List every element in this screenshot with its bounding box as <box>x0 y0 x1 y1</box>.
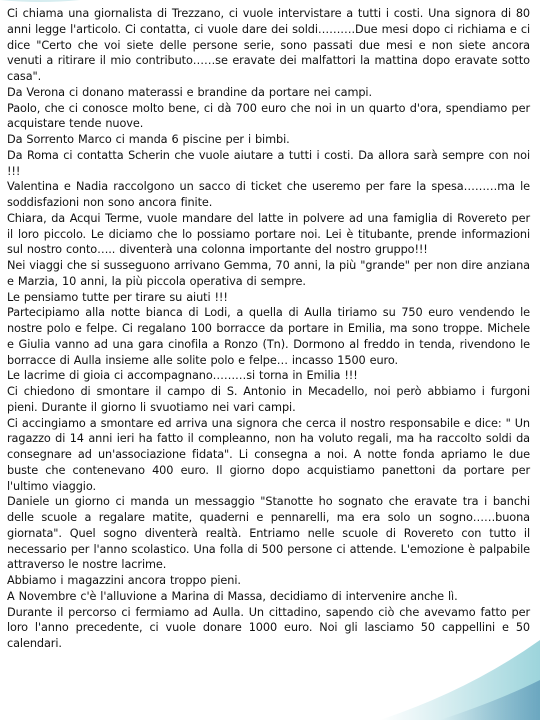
paragraph-sorrento: Da Sorrento Marco ci manda 6 piscine per i bimbi. <box>7 133 290 146</box>
paragraph-smontare-campo: Ci chiedono di smontare il campo di S. Antonio in Mecadello, noi però abbiamo i furgoni pieni. Durante il giorno li svuotiamo nei vari campi. <box>7 385 530 414</box>
decorative-wave-blue <box>440 680 540 720</box>
paragraph-lacrime: Le lacrime di gioia ci accompagnano………si torna in Emilia !!! <box>7 369 358 383</box>
paragraph-valentina-nadia: Valentina e Nadia raccolgono un sacco di ticket che useremo per fare la spesa………ma le soddisfazioni non sono ancora finite. <box>7 180 530 209</box>
paragraph-roma: Da Roma ci contatta Scherin che vuole aiutare a tutti i costi. Da allora sarà sempre con noi !!! <box>7 148 530 178</box>
paragraph-ragazzo-14-anni: Ci accingiamo a smontare ed arriva una signora che cerca il nostro responsabile e dice: " Un ragazzo di 14 anni ieri ha fatto il compleanno, non ha voluto regali, ma ha raccolto soldi da consegnare ad un'associazione fidata". Li consegna a noi. A notte fonda apriamo le due buste che contenevano 400 euro. Il giorno dopo acquistiamo panettoni da portare per l'ultimo viaggio. <box>7 416 530 493</box>
document-body <box>7 6 530 652</box>
paragraph-paolo: Paolo, che ci conosce molto bene, ci dà 700 euro che noi in un quarto d'ora, spendiamo per acquistare tende nuove. <box>7 101 530 131</box>
paragraph-aulla-donazione: Durante il percorso ci fermiamo ad Aulla. Un cittadino, sapendo ciò che avevamo fatto per loro l'anno precedente, ci vuole donare 1000 euro. Noi gli lasciamo 50 cappellini e 50 calendari. <box>7 605 530 650</box>
paragraph-magazzini: Abbiamo i magazzini ancora troppo pieni. <box>7 574 241 587</box>
paragraph-aiuti: Le pensiamo tutte per tirare su aiuti !!! <box>7 290 228 304</box>
paragraph-novembre-alluvione: A Novembre c'è l'alluvione a Marina di Massa, decidiamo di intervenire anche lì. <box>7 589 458 603</box>
decorative-wave-top <box>0 0 80 2</box>
decorative-wave-teal <box>380 640 540 720</box>
paragraph-gemma-marzia: Nei viaggi che si susseguono arrivano Gemma, 70 anni, la più "grande" per non dire anziana e Marzia, 10 anni, la più piccola operativa di sempre. <box>7 259 530 288</box>
paragraph-daniele-sogno: Daniele un giorno ci manda un messaggio "Stanotte ho sognato che eravate tra i banchi delle scuole a regalare matite, quaderni e pennarelli, ma era solo un sogno……buona giornata". Quel sogno diventerà realtà. Entriamo nelle scuole di Rovereto con tutto il necessario per l'anno scolastico. Una folla di 500 persone ci attende. L'emozione è palpabile attraverso le nostre lacrime. <box>7 495 530 572</box>
paragraph-chiara: Chiara, da Acqui Terme, vuole mandare del latte in polvere ad una famiglia di Rovereto per il loro piccolo. Le diciamo che lo possiamo portare noi. Lei è titubante, prende informazioni sul nostro conto….. diventerà una colonna importante del nostro gruppo!!! <box>7 211 530 257</box>
paragraph-verona: Da Verona ci donano materassi e brandine da portare nei campi. <box>7 85 372 99</box>
paragraph-notte-bianca: Partecipiamo alla notte bianca di Lodi, a quella di Aulla tiriamo su 750 euro vendendo le nostre polo e felpe. Ci regalano 100 borracce da portare in Emilia, ma sono troppe. Michele e Giulia vanno ad una gara cinofila a Ronzo (Tn). Dormono al freddo in tenda, rivendono le borracce di Aulla insieme alle solite polo e felpe… incasso 1500 euro. <box>7 306 530 367</box>
paragraph-giornalista: Ci chiama una giornalista di Trezzano, ci vuole intervistare a tutti i costi. Una signora di 80 anni legge l'articolo. Ci contatta, ci vuole dare dei soldi……….Due mesi dopo ci richiama e ci dice "Certo che voi siete delle persone serie, sono passati due mesi e non siete ancora venuti a ritirare il mio contributo……se eravate dei malfattori la mattina dopo eravate sotto casa". <box>7 7 530 83</box>
